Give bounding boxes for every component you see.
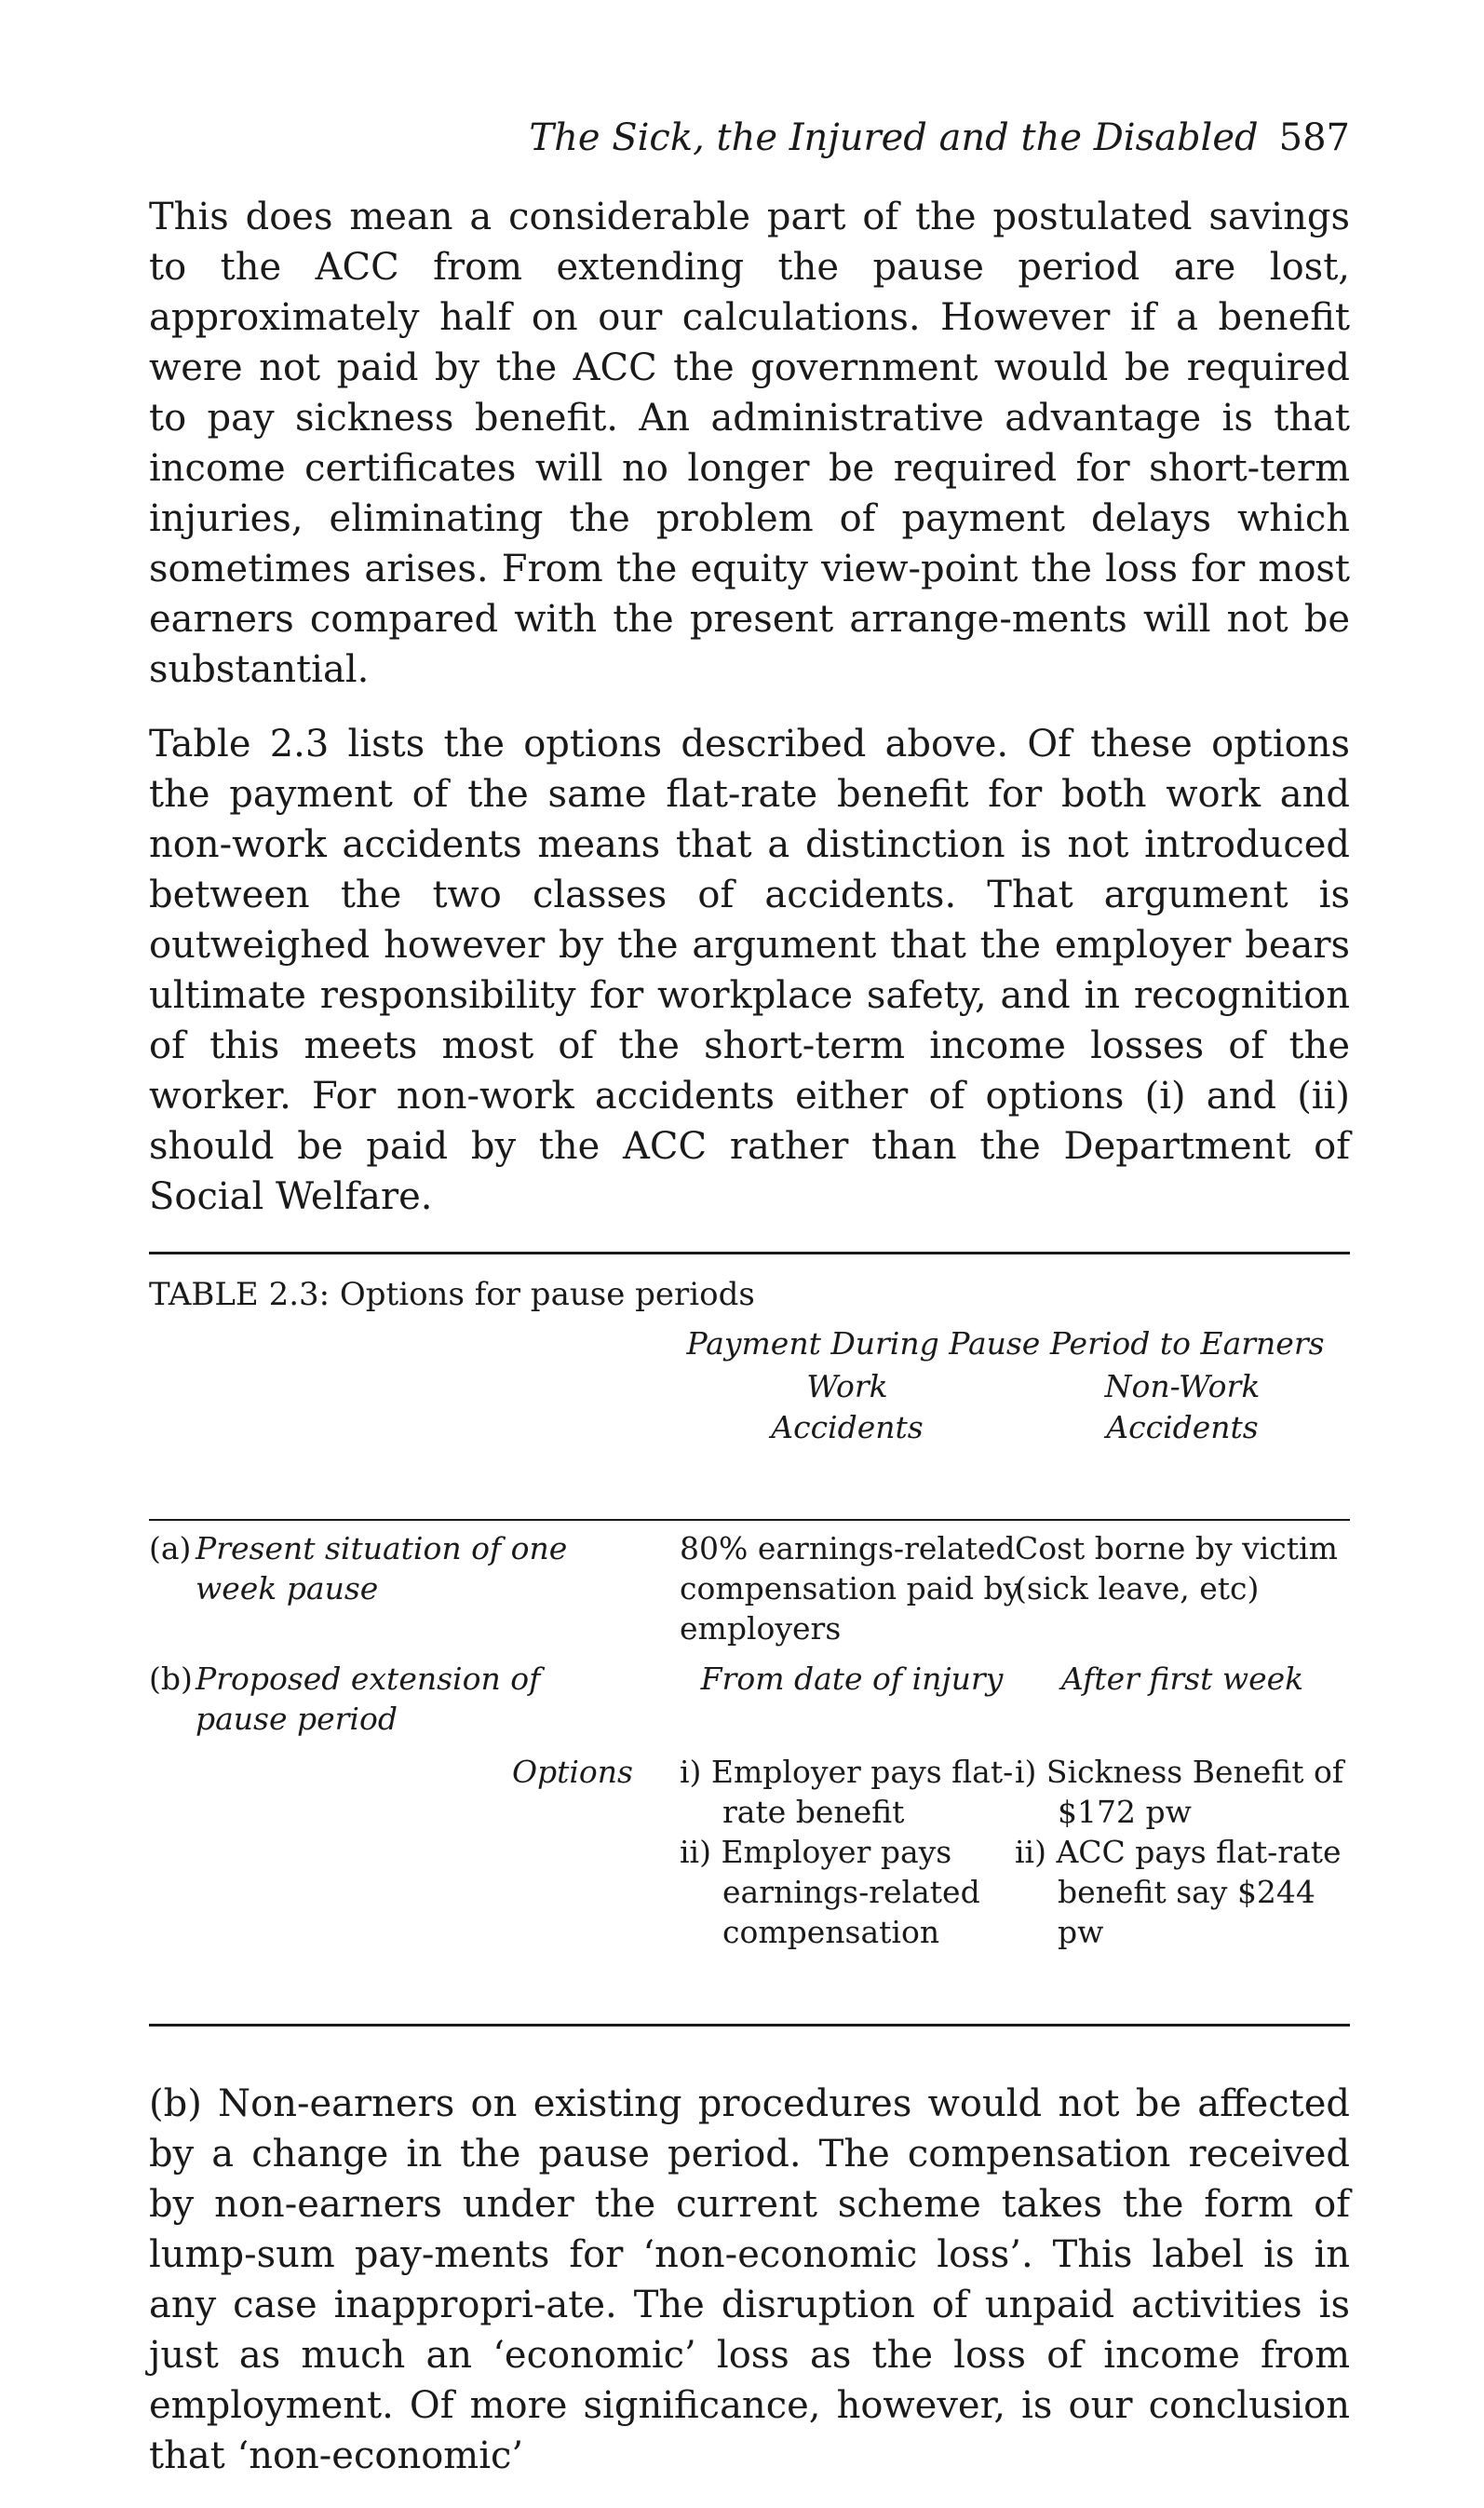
row-b-work: From date of injury	[700, 1661, 1004, 1697]
page-number: 587	[1278, 116, 1350, 159]
options-table	[149, 1252, 1350, 2027]
body-paragraph-1: This does mean a considerable part of the postulated savings to the ACC from extending the pause period are lost, approximately half on our calculations. However if a benefit were not paid by the ACC the government would be required to pay sickness benefit. An administrative advantage is that income certificates will no longer be required for short-term injuries, eliminating the problem of payment delays which sometimes arises. From the equity view-point the loss for most earners compared with the present arrange-ments will not be substantial.	[149, 196, 1350, 691]
row-b-desc: Proposed extension of pause period	[196, 1661, 541, 1737]
header-work: Work	[806, 1368, 888, 1404]
book-page	[149, 112, 1350, 2505]
header-span: Payment During Pause Period to Earners	[686, 1325, 1325, 1362]
row-a-label: (a)	[149, 1530, 192, 1566]
row-a-desc: Present situation of one week pause	[196, 1530, 568, 1606]
table-body	[149, 1521, 1350, 2024]
row-a-work: 80% earnings-related compensation paid by employers	[680, 1530, 1021, 1647]
row-b-nonwork: After first week	[1060, 1661, 1304, 1697]
options-work	[680, 1752, 1024, 1952]
row-b-label: (b)	[149, 1661, 193, 1697]
options-label: Options	[511, 1754, 633, 1790]
work-option-ii: ii) Employer pays earnings-related compensation	[680, 1834, 980, 1950]
closing-paragraph: (b) Non-earners on existing procedures would not be affected by a change in the pause period. The compensation received by non-earners under the current scheme takes the form of lump-sum pay-ments for ‘non-economic loss’. This label is in any case inappropri-ate. The disruption of unpaid activities is just as much an ‘economic’ loss as the loss of income from employment. Of more significance, however, is our conclusion that ‘non-economic’	[149, 2082, 1350, 2477]
table-header	[149, 1323, 1350, 1519]
row-a-nonwork: Cost borne by victim (sick leave, etc)	[1015, 1530, 1338, 1606]
header-nonwork: Non-Work	[1104, 1368, 1261, 1404]
table-top-rule	[149, 1252, 1350, 1254]
body-paragraph-2: Table 2.3 lists the options described above. Of these options the payment of the same flat-rate benefit for both work and non-work accidents means that a distinction is not introduced between the two classes of accidents. That argument is outweighed however by the argument that the employer bears ultimate responsibility for workplace safety, and in recognition of this meets most of the short-term income losses of the worker. For non-work accidents either of options (i) and (ii) should be paid by the ACC rather than the Department of Social Welfare.	[149, 723, 1350, 1218]
options-nonwork	[1015, 1752, 1350, 1952]
running-head	[149, 112, 1350, 164]
header-nonwork-col	[1005, 1366, 1359, 1448]
nonwork-option-i: i) Sickness Benefit of $172 pw	[1015, 1754, 1344, 1830]
table-bottom-rule	[149, 2024, 1350, 2027]
running-head-title: The Sick, the Injured and the Disabled	[529, 116, 1259, 159]
header-work-sub: Accidents	[771, 1409, 924, 1445]
nonwork-option-ii: ii) ACC pays flat-rate benefit say $244 pw	[1015, 1834, 1342, 1950]
header-work-col	[680, 1366, 1015, 1448]
work-option-i: i) Employer pays flat-rate benefit	[680, 1754, 1014, 1830]
table-caption: TABLE 2.3: Options for pause periods	[149, 1276, 755, 1313]
header-nonwork-sub: Accidents	[1106, 1409, 1259, 1445]
